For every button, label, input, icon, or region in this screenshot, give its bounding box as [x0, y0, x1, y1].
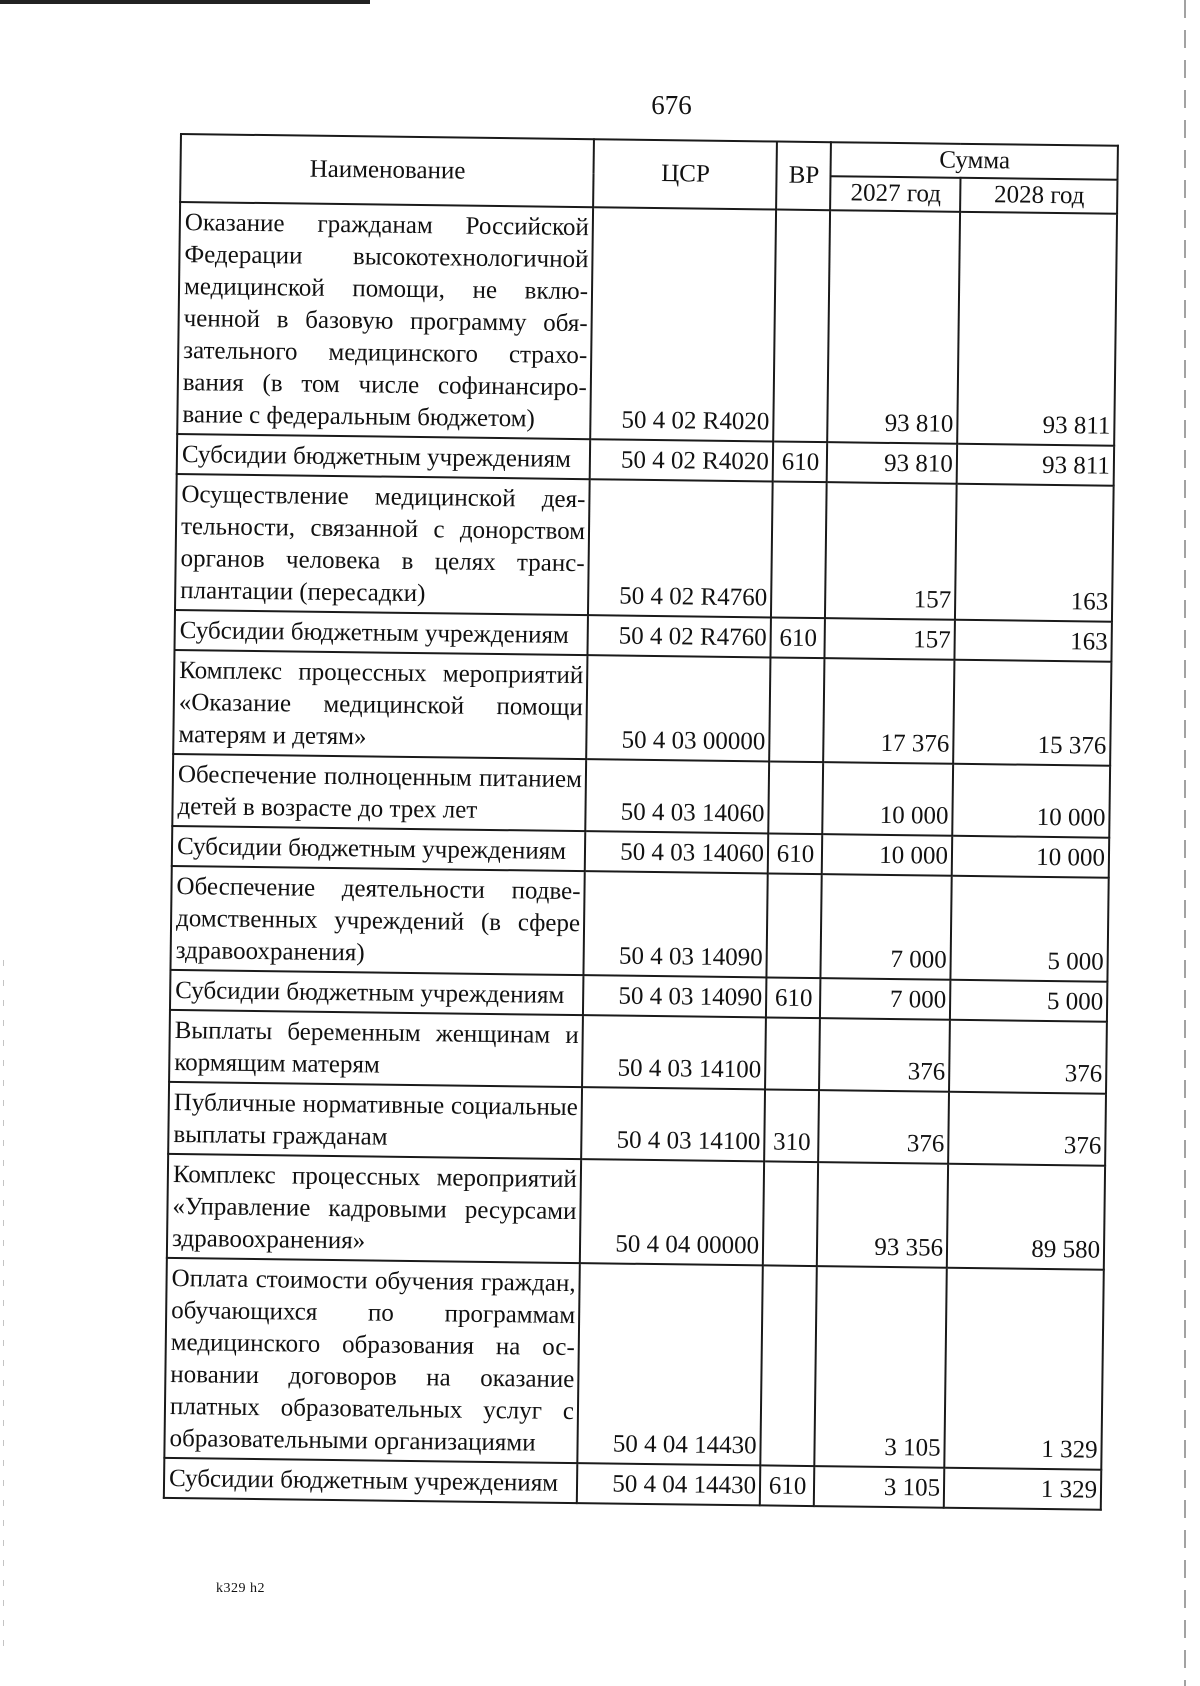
row-sum-2028: 163	[955, 484, 1114, 622]
row-vr	[763, 1161, 818, 1266]
row-vr	[760, 1265, 817, 1466]
header-row-top	[181, 134, 1118, 180]
table-body	[164, 202, 1117, 1510]
row-csr: 50 4 02 R4020	[590, 439, 773, 481]
row-name: Комплекс процессных мероприятий «Оказание медицинской помощи матерям и детям»	[173, 650, 587, 759]
footer-code: k329 h2	[216, 1581, 265, 1596]
row-csr: 50 4 03 14100	[582, 1015, 766, 1089]
row-vr: 610	[760, 1465, 814, 1506]
row-name: Оказание гражданам Российской Федерации высокотехнологичной медицинской помощи, не включенной в базовую программу обязательного медицинского страхования (в том числе софинансирование с федеральным бюджетом)	[177, 202, 593, 439]
row-sum-2028: 10 000	[952, 836, 1110, 878]
row-sum-2027: 17 376	[823, 658, 954, 764]
row-csr: 50 4 03 00000	[586, 655, 770, 761]
row-name: Субсидии бюджетным учреждениям	[177, 434, 590, 479]
row-vr	[765, 1017, 820, 1090]
row-sum-2027: 376	[818, 1090, 949, 1164]
table-row	[167, 1154, 1105, 1270]
row-sum-2027: 7 000	[820, 874, 951, 980]
row-csr: 50 4 02 R4760	[587, 615, 770, 657]
row-sum-2028: 5 000	[950, 876, 1108, 982]
row-name: Субсидии бюджетным учреждениям	[164, 1458, 577, 1503]
row-sum-2027: 3 105	[814, 1266, 947, 1468]
table-row	[168, 1082, 1106, 1166]
scan-artifact-right-edge	[1184, 0, 1186, 1686]
row-name: Осуществление медицинской деятельности, связанной с донорством органов человека в целях трансплантации (пересадки)	[175, 474, 590, 615]
row-sum-2028: 376	[949, 1020, 1107, 1094]
row-sum-2028: 93 811	[957, 212, 1117, 446]
table-row	[164, 1258, 1103, 1470]
row-csr: 50 4 04 14430	[577, 1263, 762, 1465]
row-vr: 610	[768, 833, 822, 874]
budget-table-container	[163, 133, 1117, 1511]
row-vr	[769, 657, 824, 762]
row-csr: 50 4 04 00000	[580, 1159, 764, 1265]
row-sum-2027: 93 810	[827, 442, 957, 484]
row-csr: 50 4 03 14060	[585, 759, 769, 833]
row-sum-2027: 157	[824, 618, 954, 660]
header-year-2027: 2027 год	[830, 176, 960, 212]
table-row	[173, 650, 1111, 766]
header-year-2028: 2028 год	[960, 178, 1117, 214]
row-sum-2028: 163	[954, 620, 1112, 662]
row-name: Выплаты беременным женщинам и кормящим матерям	[169, 1010, 583, 1087]
row-sum-2027: 7 000	[820, 978, 950, 1020]
row-name: Субсидии бюджетным учреждениям	[172, 826, 585, 871]
scan-artifact-top-line	[0, 0, 370, 4]
row-sum-2028: 1 329	[944, 1468, 1102, 1510]
row-sum-2028: 1 329	[944, 1268, 1104, 1470]
row-vr	[773, 209, 830, 442]
row-name: Комплекс процессных мероприятий «Управление кадровыми ресурсами здравоохранения»	[167, 1154, 581, 1263]
row-name: Обеспечение деятельности подведомственных учреждений (в сфере здравоохранения)	[170, 866, 584, 975]
row-csr: 50 4 02 R4020	[590, 207, 776, 441]
row-sum-2028: 93 811	[957, 444, 1115, 486]
header-name: Наименование	[180, 134, 594, 207]
row-vr	[771, 481, 827, 618]
row-name: Оплата стоимости обучения граждан, обучающихся по программам медицинского образования на основании договоров на оказание платных образовательных услуг с образовательными организациями	[164, 1258, 579, 1463]
row-csr: 50 4 03 14090	[583, 871, 767, 977]
row-sum-2027: 10 000	[822, 834, 952, 876]
row-sum-2027: 157	[825, 482, 957, 620]
row-name: Субсидии бюджетным учреждениям	[170, 970, 583, 1015]
row-name: Субсидии бюджетным учреждениям	[175, 610, 588, 655]
row-sum-2028: 89 580	[947, 1164, 1105, 1270]
row-vr: 610	[773, 441, 827, 482]
header-csr: ЦСР	[593, 139, 777, 209]
row-sum-2027: 93 356	[817, 1162, 948, 1268]
page-number: 676	[651, 90, 692, 120]
row-csr: 50 4 04 14430	[577, 1463, 760, 1505]
row-csr: 50 4 03 14090	[583, 975, 766, 1017]
row-name: Публичные нормативные социальные выплаты гражданам	[168, 1082, 582, 1159]
row-sum-2027: 376	[819, 1018, 950, 1092]
row-vr	[768, 761, 823, 834]
row-sum-2027: 93 810	[827, 210, 960, 444]
row-csr: 50 4 03 14060	[585, 831, 768, 873]
table-row	[175, 474, 1114, 622]
scan-artifact-left-edge	[3, 960, 4, 1660]
budget-table	[163, 133, 1119, 1511]
row-name: Обеспечение полноценным питанием детей в возрасте до трех лет	[172, 754, 586, 831]
row-vr: 610	[766, 977, 820, 1018]
row-csr: 50 4 02 R4760	[588, 479, 773, 617]
header-vr: ВР	[776, 142, 831, 211]
row-csr: 50 4 03 14100	[581, 1087, 765, 1161]
row-vr: 310	[764, 1089, 819, 1162]
table-row	[170, 866, 1108, 982]
table-row	[169, 1010, 1107, 1094]
row-sum-2028: 376	[948, 1092, 1106, 1166]
row-sum-2028: 5 000	[950, 980, 1108, 1022]
header-sum: Сумма	[831, 142, 1118, 180]
row-sum-2028: 10 000	[952, 764, 1110, 838]
row-vr	[766, 873, 821, 978]
row-sum-2027: 10 000	[822, 762, 953, 836]
row-vr: 610	[770, 617, 824, 658]
table-row	[177, 202, 1117, 446]
row-sum-2028: 15 376	[953, 660, 1111, 766]
table-row	[172, 754, 1110, 838]
row-sum-2027: 3 105	[814, 1466, 944, 1508]
